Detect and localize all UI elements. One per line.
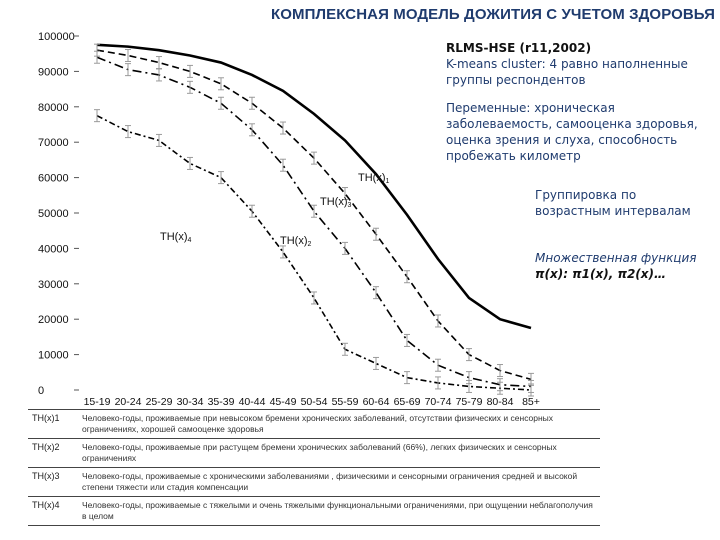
legend-text: Человеко-годы, проживаемые с хроническими заболеваниями , физическими и сенсорными ограничения средней и высокой степени тяжести или стадия компенсации <box>80 468 600 497</box>
legend-text: Человеко-годы, проживаемые при растущем бремени хронических заболеваний (66%), легких физических и сенсорных ограничениях <box>80 439 600 468</box>
x-tick-label: 45-49 <box>269 396 297 408</box>
y-tick-label: 60000 <box>38 172 69 185</box>
legend-row <box>28 410 600 439</box>
y-tick-label: 90000 <box>38 66 69 79</box>
chart-title: КОМПЛЕКСНАЯ МОДЕЛЬ ДОЖИТИЯ С УЧЕТОМ ЗДОРОВЬЯ <box>271 6 715 23</box>
x-tick-label: 20-24 <box>114 396 142 408</box>
multiple-function-formula: π(x): π1(x), π2(x)… <box>535 267 667 281</box>
x-tick-label: 40-44 <box>238 396 266 408</box>
curve-labels <box>160 172 390 248</box>
curve-label: TH(x)4 <box>160 231 192 244</box>
y-tick-label: 0 <box>38 385 45 397</box>
y-tick-label: 100000 <box>38 31 75 43</box>
multiple-function-label: Множественная функция <box>535 251 697 265</box>
legend-code: TH(x)4 <box>28 497 80 526</box>
multiple-function-note <box>535 250 715 282</box>
legend-text: Человеко-годы, проживаемые с тяжелыми и очень тяжелыми функциональными ограничениями, при ощущении неблагополучия в целом <box>80 497 600 526</box>
x-tick-label: 30-34 <box>176 396 204 408</box>
x-tick-label: 75-79 <box>455 396 483 408</box>
legend-row <box>28 497 600 526</box>
x-tick-label: 80-84 <box>486 396 514 408</box>
x-tick-label: 15-19 <box>83 396 111 408</box>
y-tick-label: 50000 <box>38 208 69 220</box>
variables-note: Переменные: хроническая заболеваемость, самооценка здоровья, оценка зрения и слуха, способность пробежать километр <box>446 101 698 163</box>
y-tick-label: 30000 <box>38 278 69 291</box>
grouping-note: Группировка по возрастным интервалам <box>535 188 691 218</box>
x-tick-label: 25-29 <box>145 396 173 408</box>
curve-label: TH(x)2 <box>280 235 312 248</box>
x-tick-label: 35-39 <box>207 396 235 408</box>
y-tick-label: 40000 <box>38 243 69 256</box>
x-tick-label: 55-59 <box>331 396 359 408</box>
legend-row <box>28 439 600 468</box>
legend-code: TH(x)3 <box>28 468 80 497</box>
x-tick-label: 65-69 <box>393 396 421 408</box>
x-tick-label: 85+ <box>522 396 540 408</box>
y-tick-label: 80000 <box>38 101 69 114</box>
curve-label: TH(x)3 <box>320 196 352 209</box>
curve-label: TH(x)1 <box>358 172 390 185</box>
legend-text: Человеко-годы, проживаемые при невысоком бремени хронических заболеваний, отсутствии физических и сенсорных ограничениях, хорошей самооценке здоровья <box>80 410 600 439</box>
y-tick-label: 10000 <box>38 349 69 362</box>
legend-code: TH(x)2 <box>28 439 80 468</box>
y-tick-label: 20000 <box>38 314 69 327</box>
legend-row <box>28 468 600 497</box>
data-source: RLMS-HSE (r11,2002) <box>446 41 592 55</box>
y-axis <box>38 31 79 397</box>
legend-table <box>28 409 600 526</box>
x-tick-label: 50-54 <box>300 396 328 408</box>
x-axis <box>84 396 540 408</box>
x-tick-label: 70-74 <box>424 396 452 408</box>
kmeans-note: K-means cluster: 4 равно наполненные группы респондентов <box>446 57 688 87</box>
series-group <box>94 44 534 396</box>
x-tick-label: 60-64 <box>362 396 390 408</box>
y-tick-label: 70000 <box>38 137 69 150</box>
legend-code: TH(x)1 <box>28 410 80 439</box>
